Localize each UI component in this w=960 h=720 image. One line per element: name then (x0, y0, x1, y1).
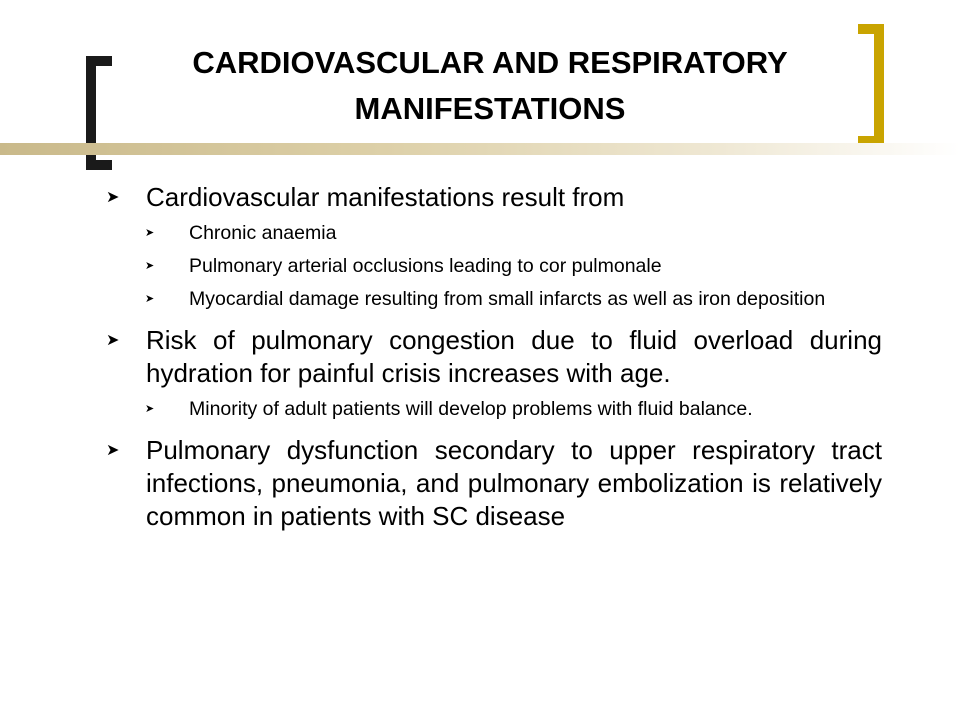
arrow-bullet-icon: ➤ (145, 260, 155, 272)
arrow-bullet-icon: ➤ (145, 227, 155, 239)
bullet-text: Risk of pulmonary congestion due to fluid overload during hydration for painful crisis increases with age. (146, 325, 882, 388)
sub-bullet-pulmonary-occlusions (104, 253, 882, 279)
slide-body (104, 181, 882, 539)
bullet-cardiovascular (104, 181, 882, 214)
bullet-pulmonary-dysfunction (104, 434, 882, 533)
arrow-bullet-icon: ➤ (106, 442, 120, 459)
sub-bullet-text: Minority of adult patients will develop problems with fluid balance. (189, 398, 753, 420)
sub-bullet-myocardial-damage (104, 286, 882, 312)
bullet-pulmonary-congestion (104, 324, 882, 390)
sub-bullet-text: Myocardial damage resulting from small infarcts as well as iron deposition (189, 288, 826, 310)
sub-bullet-text: Chronic anaemia (189, 222, 337, 244)
arrow-bullet-icon: ➤ (106, 189, 120, 206)
bullet-text: Pulmonary dysfunction secondary to upper respiratory tract infections, pneumonia, and pulmonary embolization is relatively common in patients with SC disease (146, 435, 882, 531)
sub-bullet-anaemia (104, 220, 882, 246)
title-underline-bar (0, 143, 960, 155)
title-bracket-left-bottom (86, 160, 112, 170)
sub-bullet-text: Pulmonary arterial occlusions leading to cor pulmonale (189, 255, 662, 277)
arrow-bullet-icon: ➤ (145, 293, 155, 305)
sub-bullet-fluid-balance (104, 396, 882, 422)
bullet-text: Cardiovascular manifestations result from (146, 182, 625, 212)
title-bracket-right-top (858, 24, 884, 34)
arrow-bullet-icon: ➤ (145, 403, 155, 415)
slide-title: CARDIOVASCULAR AND RESPIRATORY MANIFESTATIONS (192, 45, 788, 126)
arrow-bullet-icon: ➤ (106, 332, 120, 349)
